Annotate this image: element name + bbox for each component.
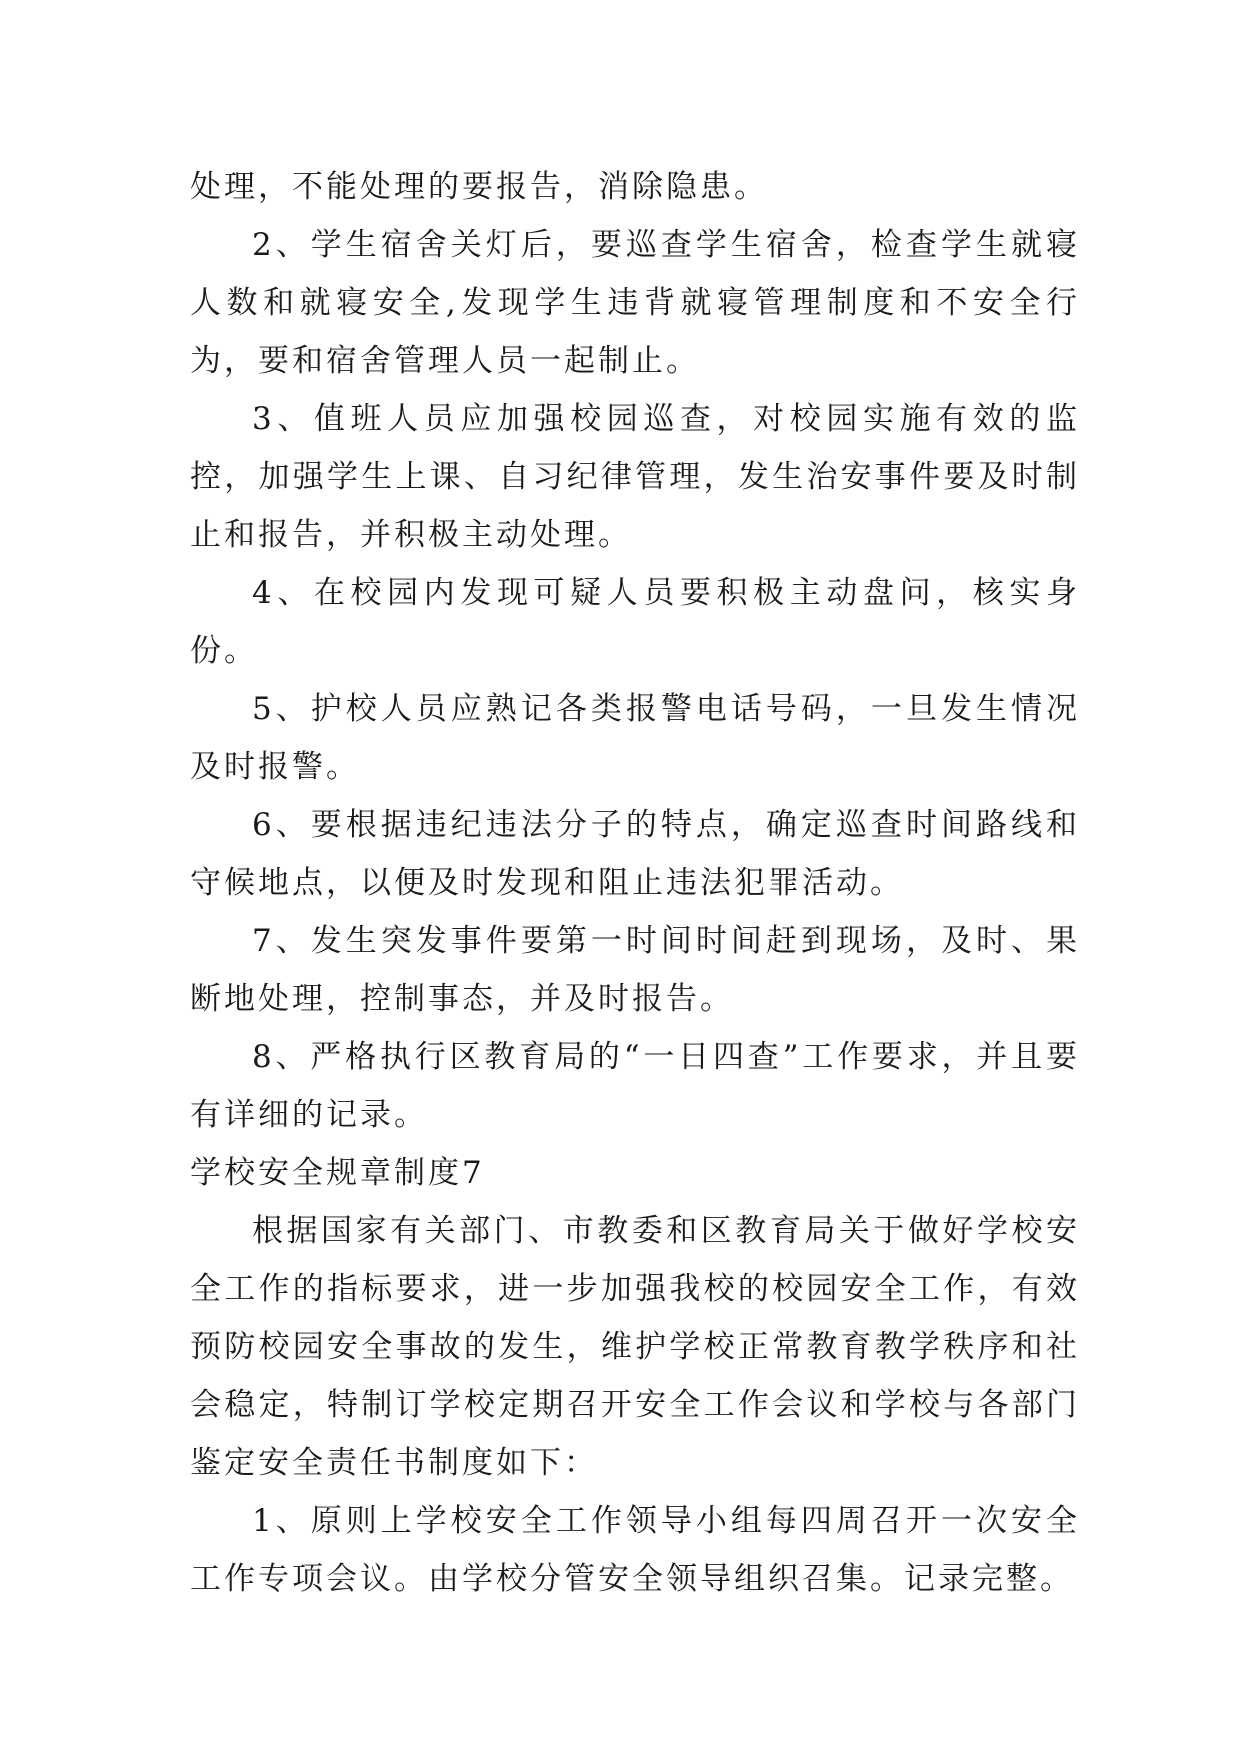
paragraph-item-5: 5、护校人员应熟记各类报警电话号码，一旦发生情况及时报警。 (190, 691, 1080, 785)
document-body (190, 158, 1080, 1608)
paragraph-rule-1: 1、原则上学校安全工作领导小组每四周召开一次安全工作专项会议。由学校分管安全领导组织召集。记录完整。 (190, 1503, 1080, 1597)
paragraph-continuation: 处理，不能处理的要报告，消除隐患。 (190, 169, 768, 205)
paragraph-intro: 根据国家有关部门、市教委和区教育局关于做好学校安全工作的指标要求，进一步加强我校的校园安全工作，有效预防校园安全事故的发生，维护学校正常教育教学秩序和社会稳定，特制订学校定期召开安全工作会议和学校与各部门鉴定安全责任书制度如下： (190, 1213, 1080, 1481)
paragraph-item-8: 8、严格执行区教育局的“一日四查”工作要求，并且要有详细的记录。 (190, 1039, 1080, 1133)
paragraph-item-6: 6、要根据违纪违法分子的特点，确定巡查时间路线和守候地点，以便及时发现和阻止违法犯罪活动。 (190, 807, 1080, 901)
section-heading: 学校安全规章制度7 (190, 1155, 485, 1191)
paragraph-item-4: 4、在校园内发现可疑人员要积极主动盘问，核实身份。 (190, 575, 1080, 669)
paragraph-item-7: 7、发生突发事件要第一时间时间赶到现场，及时、果断地处理，控制事态，并及时报告。 (190, 923, 1080, 1017)
paragraph-item-3: 3、值班人员应加强校园巡查，对校园实施有效的监控，加强学生上课、自习纪律管理，发生治安事件要及时制止和报告，并积极主动处理。 (190, 401, 1080, 553)
paragraph-item-2: 2、学生宿舍关灯后，要巡查学生宿舍，检查学生就寝人数和就寝安全,发现学生违背就寝管理制度和不安全行为，要和宿舍管理人员一起制止。 (190, 227, 1080, 379)
